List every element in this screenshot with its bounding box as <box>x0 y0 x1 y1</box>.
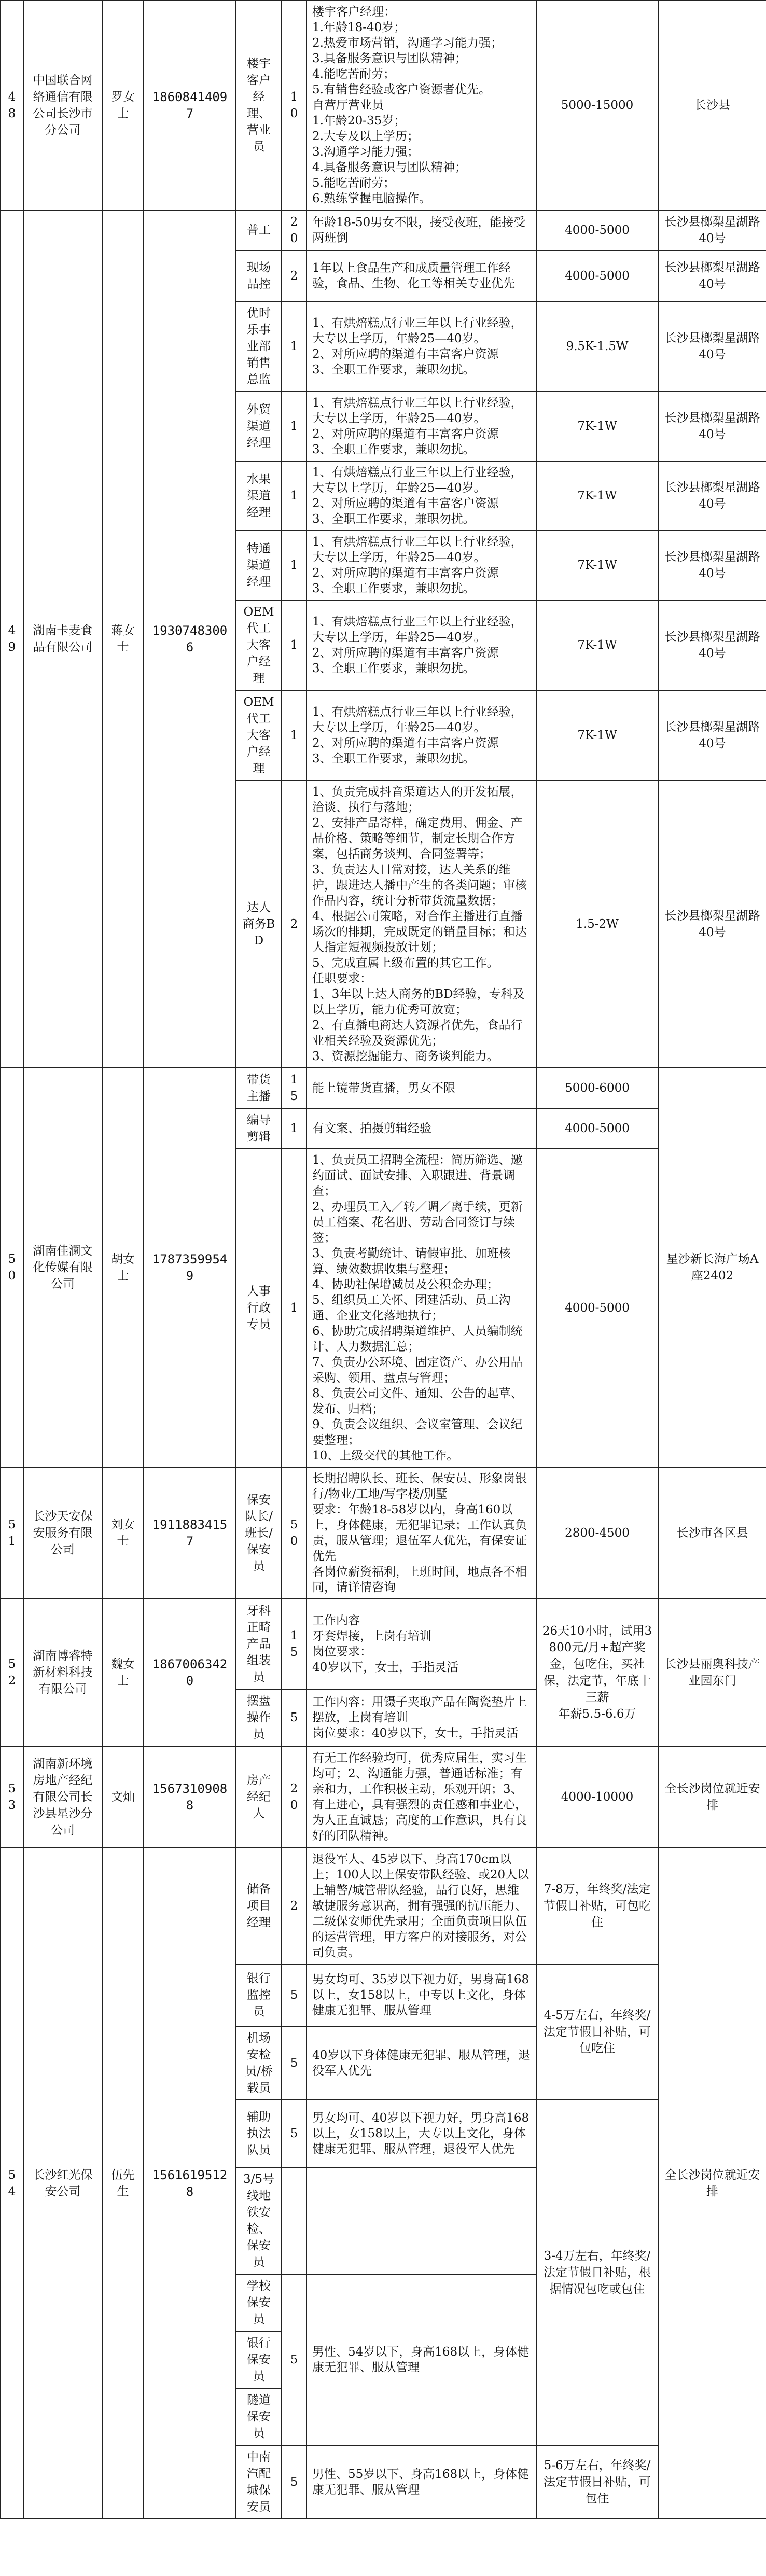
job-description: 工作内容：用镊子夹取产品在陶瓷垫片上摆放，上岗有培训 岗位要求：40岁以下，女士，手指灵活 <box>307 1689 536 1746</box>
row-number: 54 <box>1 1848 23 2519</box>
job-count: 1 <box>282 1108 307 1149</box>
job-count: 5 <box>282 2100 307 2167</box>
job-description: 1、负责员工招聘全流程：简历筛选、邀约面试、面试安排、入职跟进、背景调查； 2、办理员工入／转／调／离手续，更新员工档案、花名册、劳动合同签订与续签； 3、负责考勤统计、请假审批、加班核算、绩效数据收集与整理； 4、协助社保增减员及公积金办理； 5、组织员工关怀、团建活动、员工沟通、企业文化落地执行； 6、协助完成招聘渠道维护、人员编制统计、人力数据汇总； 7、负责办公环境、固定资产、办公用品采购、领用、盘点与管理； 8、负责公司文件、通知、公告的起草、发布、归档； 9、负责会议组织、会议室管理、会议纪要整理； 10、上级交代的其他工作。 <box>307 1149 536 1467</box>
job-position: 牙科正畸产品组装员 <box>236 1599 282 1689</box>
job-salary: 9.5K-1.5W <box>536 301 658 392</box>
contact-phone: 19118834157 <box>144 1467 236 1599</box>
company-name: 湖南博睿特新材料科技有限公司 <box>23 1599 102 1746</box>
contact-phone: 19307483006 <box>144 210 236 1068</box>
job-count: 20 <box>282 210 307 250</box>
job-position: 人事行政专员 <box>236 1149 282 1467</box>
contact-phone: 18608414097 <box>144 1 236 210</box>
job-description: 长期招聘队长、班长、保安员、形象岗银行/物业/工地/写字楼/别墅 要求：年龄18-58岁以内，身高160以上，身体健康，无犯罪记录；工作认真负责，服从管理；退伍军人优先，有保安证优先 各岗位薪资福利，上班时间，地点各不相同，请详情咨询 <box>307 1467 536 1599</box>
job-count: 1 <box>282 600 307 690</box>
job-salary: 4000-5000 <box>536 210 658 250</box>
table-row <box>1 1746 766 1848</box>
contact-person: 罗女士 <box>102 1 144 210</box>
job-location: 全长沙岗位就近安排 <box>658 1848 766 2519</box>
company-name: 湖南卡麦食品有限公司 <box>23 210 102 1068</box>
job-salary: 26天10小时，试用3800元/月+超产奖金，包吃住，买社保，法定节，年底十三薪 年薪5.5-6.6万 <box>536 1599 658 1746</box>
job-description: 1、有烘焙糕点行业三年以上行业经验，大专以上学历，年龄25—40岁。 2、对所应聘的渠道有丰富客户资源 3、全职工作要求，兼职勿扰。 <box>307 392 536 461</box>
job-description: 男女均可、35岁以下视力好，男身高168以上，女158以上，中专以上文化，身体健康无犯罪、服从管理 <box>307 1964 536 2026</box>
job-count: 5 <box>282 1689 307 1746</box>
job-count: 1 <box>282 531 307 600</box>
job-salary: 7K-1W <box>536 600 658 690</box>
job-position: OEM代工大客户经理 <box>236 600 282 690</box>
job-position: 外贸渠道经理 <box>236 392 282 461</box>
job-description <box>307 2167 536 2274</box>
job-count: 1 <box>282 392 307 461</box>
job-count: 5 <box>282 2026 307 2100</box>
job-location: 长沙县榔梨星湖路40号 <box>658 600 766 690</box>
job-position: 水果渠道经理 <box>236 461 282 531</box>
job-count: 5 <box>282 2274 307 2445</box>
job-salary: 4000-5000 <box>536 1149 658 1467</box>
job-position: 银行监控员 <box>236 1964 282 2026</box>
job-position: 楼宇客户经理、营业员 <box>236 1 282 210</box>
contact-phone: 17873599549 <box>144 1068 236 1467</box>
job-count: 1 <box>282 301 307 392</box>
job-count: 2 <box>282 1848 307 1964</box>
job-position: 普工 <box>236 210 282 250</box>
job-count: 50 <box>282 1467 307 1599</box>
job-position: 辅助执法队员 <box>236 2100 282 2167</box>
job-position: 储备项目经理 <box>236 1848 282 1964</box>
job-salary: 4000-5000 <box>536 250 658 301</box>
contact-person: 魏女士 <box>102 1599 144 1746</box>
job-count: 5 <box>282 2445 307 2519</box>
job-description: 40岁以下身体健康无犯罪、服从管理，退役军人优先 <box>307 2026 536 2100</box>
job-count: 2 <box>282 250 307 301</box>
company-name: 长沙红光保安公司 <box>23 1848 102 2519</box>
company-name: 湖南佳澜文化传媒有限公司 <box>23 1068 102 1467</box>
job-salary: 7K-1W <box>536 392 658 461</box>
job-description: 1年以上食品生产和成质量管理工作经验，食品、生物、化工等相关专业优先 <box>307 250 536 301</box>
row-number: 48 <box>1 1 23 210</box>
table-row <box>1 1068 766 1108</box>
job-position: 现场品控 <box>236 250 282 301</box>
job-description: 男性、54岁以下，身高168以上，身体健康无犯罪、服从管理 <box>307 2274 536 2445</box>
job-salary: 1.5-2W <box>536 781 658 1068</box>
table-row <box>1 1599 766 1689</box>
job-description: 1、有烘焙糕点行业三年以上行业经验，大专以上学历，年龄25—40岁。 2、对所应聘的渠道有丰富客户资源 3、全职工作要求，兼职勿扰。 <box>307 301 536 392</box>
job-position: 优时乐事业部销售总监 <box>236 301 282 392</box>
job-salary: 5000-6000 <box>536 1068 658 1108</box>
job-position: 中南汽配城保安员 <box>236 2445 282 2519</box>
job-description: 能上镜带货直播，男女不限 <box>307 1068 536 1108</box>
table-row <box>1 1848 766 1964</box>
job-position: 摆盘操作员 <box>236 1689 282 1746</box>
contact-phone: 15673109088 <box>144 1746 236 1848</box>
row-number: 51 <box>1 1467 23 1599</box>
job-count: 20 <box>282 1746 307 1848</box>
row-number: 52 <box>1 1599 23 1746</box>
job-position: 达人商务BD <box>236 781 282 1068</box>
job-location: 长沙县榔梨星湖路40号 <box>658 531 766 600</box>
job-position: OEM代工大客户经理 <box>236 690 282 781</box>
job-salary: 7K-1W <box>536 461 658 531</box>
job-position: 学校保安员 <box>236 2274 282 2331</box>
job-salary: 2800-4500 <box>536 1467 658 1599</box>
job-description: 1、有烘焙糕点行业三年以上行业经验，大专以上学历，年龄25—40岁。 2、对所应聘的渠道有丰富客户资源 3、全职工作要求，兼职勿扰。 <box>307 600 536 690</box>
job-location: 长沙县榔梨星湖路40号 <box>658 392 766 461</box>
table-body <box>1 1 766 2519</box>
contact-phone: 15616195128 <box>144 1848 236 2519</box>
job-location: 长沙县榔梨星湖路40号 <box>658 210 766 250</box>
contact-person: 胡女士 <box>102 1068 144 1467</box>
job-position: 隧道保安员 <box>236 2388 282 2445</box>
job-location: 长沙县榔梨星湖路40号 <box>658 461 766 531</box>
job-count: 1 <box>282 690 307 781</box>
row-number: 49 <box>1 210 23 1068</box>
job-location: 全长沙岗位就近安排 <box>658 1746 766 1848</box>
job-salary: 4-5万左右，年终奖/法定节假日补贴，可包吃住 <box>536 1964 658 2100</box>
contact-person: 蒋女士 <box>102 210 144 1068</box>
job-description: 年龄18-50男女不限，接受夜班，能接受两班倒 <box>307 210 536 250</box>
job-position: 房产经纪人 <box>236 1746 282 1848</box>
job-description: 男女均可、40岁以下视力好，男身高168以上，女158以上，大专以上文化，身体健康无犯罪、服从管理，退役军人优先 <box>307 2100 536 2167</box>
job-salary: 4000-5000 <box>536 1108 658 1149</box>
job-location: 长沙县榔梨星湖路40号 <box>658 690 766 781</box>
job-count <box>282 2167 307 2274</box>
contact-phone: 18670063420 <box>144 1599 236 1746</box>
job-count: 15 <box>282 1599 307 1689</box>
row-number: 53 <box>1 1746 23 1848</box>
job-description: 1、有烘焙糕点行业三年以上行业经验，大专以上学历，年龄25—40岁。 2、对所应聘的渠道有丰富客户资源 3、全职工作要求，兼职勿扰。 <box>307 531 536 600</box>
table-row <box>1 1 766 210</box>
job-location: 长沙县榔梨星湖路40号 <box>658 781 766 1068</box>
company-name: 长沙天安保安服务有限公司 <box>23 1467 102 1599</box>
job-description: 1、负责完成抖音渠道达人的开发拓展，洽谈、执行与落地； 2、安排产品寄样，确定费用、佣金、产品价格、策略等细节，制定长期合作方案，包括商务谈判、合同签署等； 3、负责达人日常对接，达人关系的维护，跟进达人播中产生的各类问题；审核作品内容，统计分析带货流量数据； 4、根据公司策略，对合作主播进行直播场次的排期，完成既定的销量目标；和达人指定短视频投放计划； 5、完成直属上级布置的其它工作。 任职要求： 1、3年以上达人商务的BD经验，专科及以上学历，能力优秀可放宽； 2、有直播电商达人资源者优先，食品行业相关经验及资源优先； 3、资源挖掘能力、商务谈判能力。 <box>307 781 536 1068</box>
job-description: 有无工作经验均可，优秀应届生，实习生均可；2、沟通能力强，普通话标准；有亲和力，工作积极主动，乐观开朗；3、有上进心，具有强烈的责任感和事业心，为人正直诚恳；高度的工作意识，具有良好的团队精神。 <box>307 1746 536 1848</box>
job-position: 特通渠道经理 <box>236 531 282 600</box>
job-location: 星沙新长海广场A座2402 <box>658 1068 766 1467</box>
job-description: 1、有烘焙糕点行业三年以上行业经验，大专以上学历，年龄25—40岁。 2、对所应聘的渠道有丰富客户资源 3、全职工作要求，兼职勿扰。 <box>307 461 536 531</box>
job-salary: 4000-10000 <box>536 1746 658 1848</box>
job-salary: 7K-1W <box>536 531 658 600</box>
job-description: 楼宇客户经理： 1.年龄18-40岁； 2.热爱市场营销，沟通学习能力强； 3.具备服务意识与团队精神； 4.能吃苦耐劳； 5.有销售经验或客户资源者优先。 自营厅营业员 1.年龄20-35岁； 2.大专及以上学历； 3.沟通学习能力强； 4.具备服务意识与团队精神； 5.能吃苦耐劳； 6.熟练掌握电脑操作。 <box>307 1 536 210</box>
contact-person: 刘女士 <box>102 1467 144 1599</box>
job-position: 编导剪辑 <box>236 1108 282 1149</box>
job-count: 10 <box>282 1 307 210</box>
job-position: 机场安检员/桥载员 <box>236 2026 282 2100</box>
job-description: 有文案、拍摄剪辑经验 <box>307 1108 536 1149</box>
job-description: 退役军人、45岁以下、身高170cm以上；100人以上保安带队经验、或20人以上辅警/城管带队经验，品行良好，思维敏捷服务意识高，拥有强强的抗压能力、二级保安师优先录用；全面负责项目队伍的运营管理，甲方客户的对接服务，对公司负责。 <box>307 1848 536 1964</box>
job-location: 长沙县 <box>658 1 766 210</box>
company-name: 中国联合网络通信有限公司长沙市分公司 <box>23 1 102 210</box>
job-salary: 5000-15000 <box>536 1 658 210</box>
table-row <box>1 210 766 250</box>
job-position: 带货主播 <box>236 1068 282 1108</box>
job-count: 1 <box>282 461 307 531</box>
job-location: 长沙县榔梨星湖路40号 <box>658 301 766 392</box>
job-salary: 7K-1W <box>536 690 658 781</box>
company-name: 湖南新环境房地产经纪有限公司长沙县星沙分公司 <box>23 1746 102 1848</box>
row-number: 50 <box>1 1068 23 1467</box>
job-salary: 5-6万左右，年终奖/法定节假日补贴，可包住 <box>536 2445 658 2519</box>
table-row <box>1 1467 766 1599</box>
job-position: 3/5号线地铁安检、保安员 <box>236 2167 282 2274</box>
job-description: 1、有烘焙糕点行业三年以上行业经验，大专以上学历，年龄25—40岁。 2、对所应聘的渠道有丰富客户资源 3、全职工作要求，兼职勿扰。 <box>307 690 536 781</box>
job-count: 2 <box>282 781 307 1068</box>
job-count: 1 <box>282 1149 307 1467</box>
job-count: 5 <box>282 1964 307 2026</box>
job-description: 男性、55岁以下、身高168以上，身体健康无犯罪、服从管理 <box>307 2445 536 2519</box>
job-description: 工作内容 牙套焊接，上岗有培训 岗位要求： 40岁以下，女士，手指灵活 <box>307 1599 536 1689</box>
job-location: 长沙县榔梨星湖路40号 <box>658 250 766 301</box>
job-salary: 3-4万左右，年终奖/法定节假日补贴，根据情况包吃或包住 <box>536 2100 658 2445</box>
job-position: 保安队长/班长/保安员 <box>236 1467 282 1599</box>
job-location: 长沙市各区县 <box>658 1467 766 1599</box>
contact-person: 文灿 <box>102 1746 144 1848</box>
job-count: 15 <box>282 1068 307 1108</box>
job-position: 银行保安员 <box>236 2331 282 2388</box>
contact-person: 伍先生 <box>102 1848 144 2519</box>
job-salary: 7-8万，年终奖/法定节假日补贴，可包吃住 <box>536 1848 658 1964</box>
job-location: 长沙县丽奥科技产业园东门 <box>658 1599 766 1746</box>
